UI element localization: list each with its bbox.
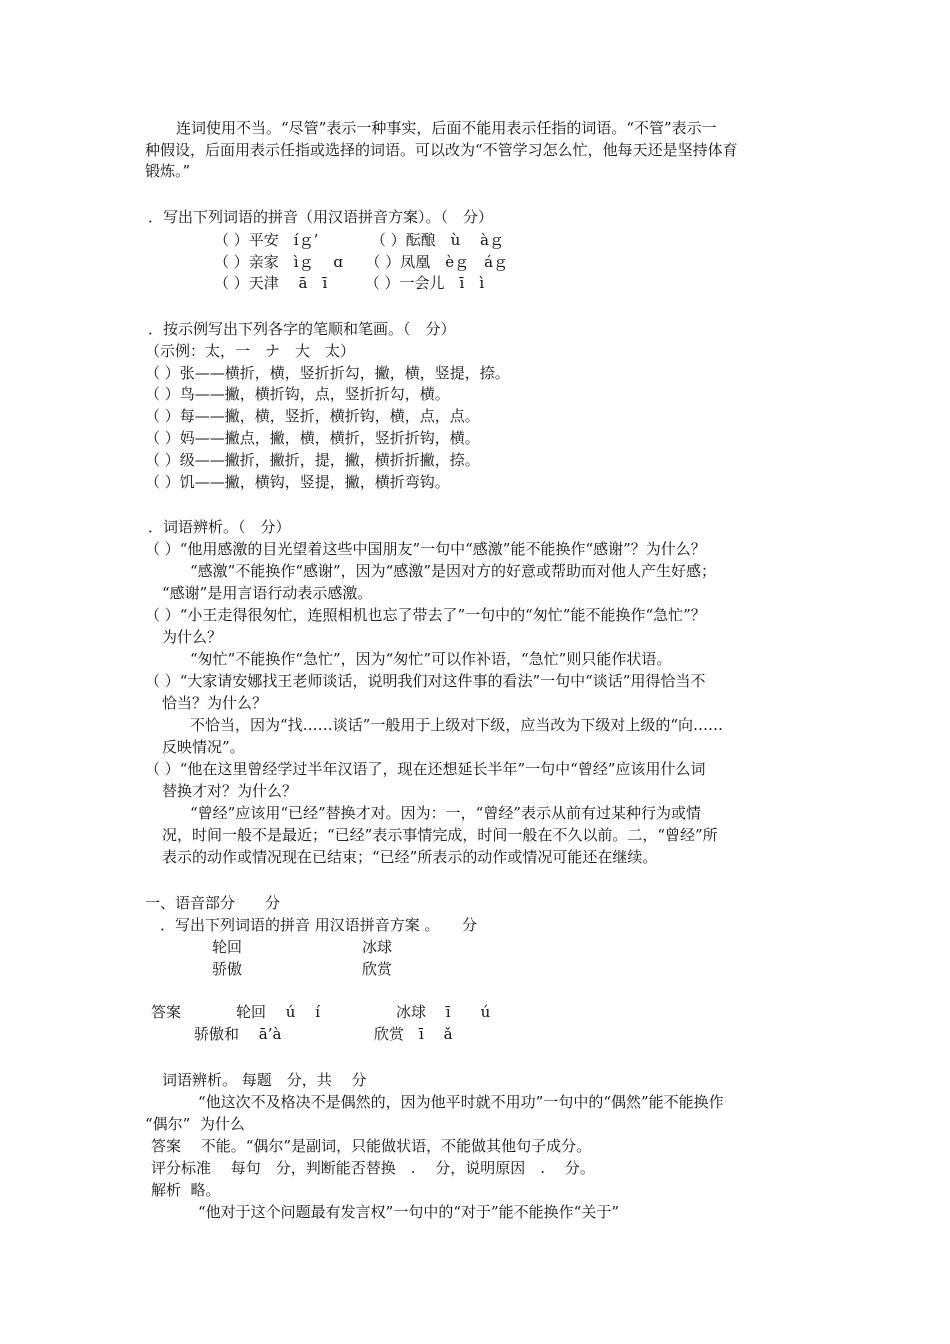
text-line: 骄傲 bbox=[212, 960, 243, 978]
text-line: （ ）“他在这里曾经学过半年汉语了，现在还想延长半年”一句中“曾经”应该用什么词 bbox=[145, 760, 706, 778]
text-line: 反映情况”。 bbox=[162, 738, 245, 756]
text-line: 评分标准 每句 分，判断能否替换 . 分，说明原因 . 分。 bbox=[151, 1159, 595, 1177]
text-line: 锻炼。” bbox=[145, 162, 191, 180]
text-line: 替换才对？为什么？ bbox=[162, 782, 298, 800]
text-line: 连词使用不当。“尽管”表示一种事实，后面不能用表示任指的词语。“不管”表示一 bbox=[176, 119, 717, 137]
text-line: （ ）亲家 ìｇ ɑ （ ）凤凰 èｇ áｇ bbox=[214, 253, 509, 271]
text-line: 轮回 ú í bbox=[236, 1003, 320, 1021]
text-line: “匆忙”不能换作“急忙”，因为“匆忙”可以作补语，“急忙”则只能作状语。 bbox=[190, 650, 672, 668]
text-line: 况，时间一般不是最近；“已经”表示事情完成，时间一般在不久以前。二，“曾经”所 bbox=[162, 826, 718, 844]
text-line: 欣赏 ī ǎ bbox=[374, 1025, 453, 1043]
text-line: 为什么？ bbox=[162, 628, 223, 646]
text-line: ．写出下列词语的拼音（用汉语拼音方案）。（ 分） bbox=[148, 208, 494, 226]
text-line: （ ）“小王走得很匆忙，连照相机也忘了带去了”一句中的“匆忙”能不能换作“急忙”？ bbox=[145, 606, 706, 624]
text-line: ．按示例写出下列各字的笔顺和笔画。（ 分） bbox=[148, 320, 456, 338]
text-line: 种假设，后面用表示任指或选择的词语。可以改为“不管学习怎么忙，他每天还是坚持体育 bbox=[145, 141, 738, 159]
text-line: （ ）平安 íｇ’ （ ）酝酿 ù àｇ bbox=[214, 231, 504, 249]
text-line: 表示的动作或情况现在已结束；“已经”所表示的动作或情况可能还在继续。 bbox=[162, 848, 658, 866]
text-line: “感激”不能换作“感谢”，因为“感激”是因对方的好意或帮助而对他人产生好感； bbox=[190, 562, 717, 580]
text-line: 词语辨析。 每题 分，共 分 bbox=[162, 1071, 367, 1089]
text-line: “曾经”应该用“已经”替换才对。因为：一，“曾经”表示从前有过某种行为或情 bbox=[190, 804, 702, 822]
text-line: （ ）饥——撇，横钩，竖提，撇，横折弯钩。 bbox=[145, 473, 450, 491]
text-line: ．写出下列词语的拼音 用汉语拼音方案 。 分 bbox=[160, 916, 478, 934]
text-line: （ ）“他用感激的目光望着这些中国朋友”一句中“感激”能不能换作“感谢”？为什么？ bbox=[145, 540, 706, 558]
text-line: 轮回 bbox=[212, 938, 243, 956]
text-line: 一、语音部分 分 bbox=[145, 894, 281, 912]
text-line: （ ）每——撇，横，竖折，横折钩，横，点，点。 bbox=[145, 407, 480, 425]
text-line: “他这次不及格决不是偶然的，因为他平时就不用功”一句中的“偶然”能不能换作 bbox=[198, 1093, 724, 1111]
text-line: （ ）鸟——撇，横折钩，点，竖折折勾，横。 bbox=[145, 385, 450, 403]
text-line: ．词语辨析。（ 分） bbox=[148, 518, 291, 536]
text-line: 解析 略。 bbox=[151, 1181, 221, 1199]
text-line: 欣赏 bbox=[362, 960, 393, 978]
text-line: （ ）张——横折，横，竖折折勾，撇，横，竖提，捺。 bbox=[145, 364, 510, 382]
text-line: （ ）妈——撇点，撇，横，横折，竖折折钩，横。 bbox=[145, 429, 480, 447]
text-line: （ ）级——撇折，撇折，提，撇，横折折撇，捺。 bbox=[145, 451, 480, 469]
text-line: 骄傲和 ā’à bbox=[194, 1025, 282, 1043]
text-line: （示例：太，一 ナ 大 太） bbox=[145, 342, 356, 360]
text-line: “感谢”是用言语行动表示感激。 bbox=[162, 584, 373, 602]
text-line: “偶尔” 为什么 bbox=[145, 1115, 245, 1133]
text-line: 冰球 ī ú bbox=[396, 1003, 491, 1021]
text-line: 恰当？为什么？ bbox=[162, 694, 268, 712]
text-line: 答案 bbox=[151, 1003, 182, 1021]
text-line: “他对于这个问题最有发言权”一句中的“对于”能不能换作“关于” bbox=[198, 1203, 620, 1221]
text-line: 答案 不能。“偶尔”是副词，只能做状语，不能做其他句子成分。 bbox=[151, 1137, 592, 1155]
text-line: 冰球 bbox=[362, 938, 393, 956]
text-line: 不恰当，因为“找……谈话”一般用于上级对下级，应当改为下级对上级的“向…… bbox=[190, 716, 724, 734]
text-line: （ ）天津 ā ī （ ）一会儿 ī ì bbox=[214, 274, 485, 292]
text-line: （ ）“大家请安娜找王老师谈话，说明我们对这件事的看法”一句中“谈话”用得恰当不 bbox=[145, 672, 706, 690]
